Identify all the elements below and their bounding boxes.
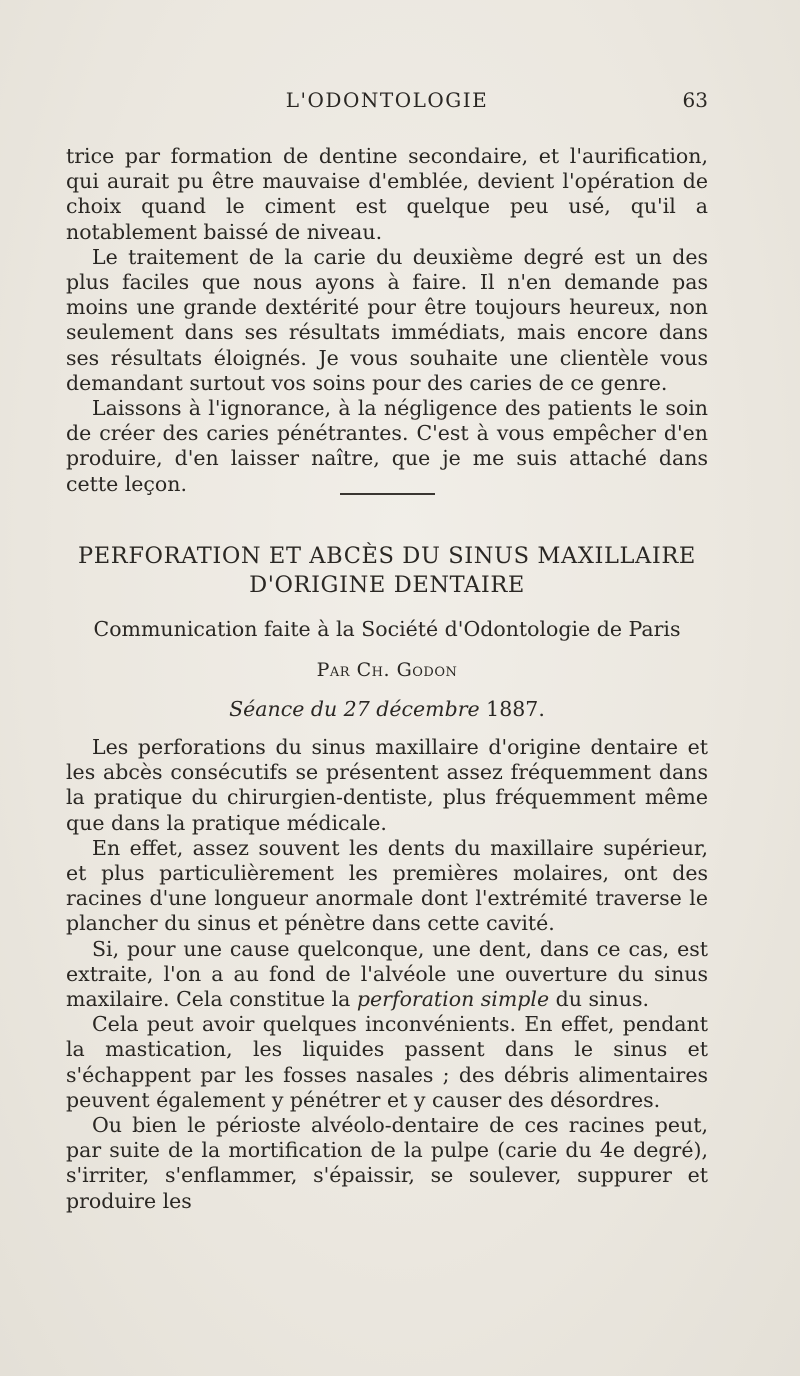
article-byline: Par Ch. Godon (316, 659, 458, 681)
session-date-italic: Séance du 27 décembre (229, 697, 480, 721)
paragraph: Le traitement de la carie du deuxième degré est un des plus faciles que nous ayons à faire. Il n'en demande pas moins une grande dextérité pour être toujours heureux, non seulement dans ses résultats immédiats, mais encore dans ses résultats éloignés. Je vous souhaite une clientèle vous demandant surtout vos soins pour des caries de ce genre. (66, 244, 708, 395)
section-divider-rule (340, 493, 435, 495)
section-1-text (66, 144, 708, 497)
article-subtitle: Communication faite à la Société d'Odontologie de Paris (93, 617, 681, 641)
paragraph: Ou bien le périoste alvéolo-dentaire de ces racines peut, par suite de la mortification de la pulpe (carie du 4e degré), s'irriter, s'enflammer, s'épaissir, se soulever, suppurer et produire les (66, 1113, 708, 1213)
page-number: 63 (682, 88, 708, 112)
article-title (66, 542, 708, 600)
paragraph: Laissons à l'ignorance, à la négligence des patients le soin de créer des caries pénétrantes. C'est à vous empêcher d'en produire, d'en laisser naître, que je me suis attaché dans cette leçon. (66, 396, 708, 496)
paragraph: Cela peut avoir quelques inconvénients. En effet, pendant la mastication, les liquides passent dans le sinus et s'échappent par les fosses nasales ; des débris alimentaires peuvent également y pénétrer et y causer des désordres. (66, 1012, 708, 1112)
paragraph-text: Si, pour une cause quelconque, une dent, dans ce cas, est extraite, l'on a au fond de l'alvéole une ouverture du sinus maxilaire. Cela constitue la (66, 936, 708, 1012)
session-year: 1887. (479, 697, 545, 721)
paragraph: En effet, assez souvent les dents du maxillaire supérieur, et plus particulièrement les premières molaires, ont des racines d'une longueur anormale dont l'extrémité traverse le plancher du sinus et pénètre dans cette cavité. (66, 835, 708, 936)
running-head (66, 86, 708, 116)
paragraph-continuation: trice par formation de dentine secondaire, et l'aurification, qui aurait pu être mauvaise d'emblée, devient l'opération de choix quand le ciment est quelque peu usé, qu'il a notablement baissé de niveau. (66, 144, 708, 244)
running-title: L'ODONTOLOGIE (285, 88, 489, 112)
article-title-line-2: D'ORIGINE DENTAIRE (249, 572, 525, 598)
article-title-line-1: PERFORATION ET ABCÈS DU SINUS MAXILLAIRE (78, 543, 696, 569)
paragraph-text: du sinus. (549, 987, 649, 1012)
emphasis-text: perforation simple (356, 987, 550, 1012)
paragraph: Les perforations du sinus maxillaire d'origine dentaire et les abcès consécutifs se présentent assez fréquemment dans la pratique du chirurgien-dentiste, plus fréquemment même que dans la pratique médicale. (66, 735, 708, 835)
paragraph (66, 937, 708, 1013)
section-2-text (66, 735, 708, 1214)
session-date (66, 697, 708, 721)
